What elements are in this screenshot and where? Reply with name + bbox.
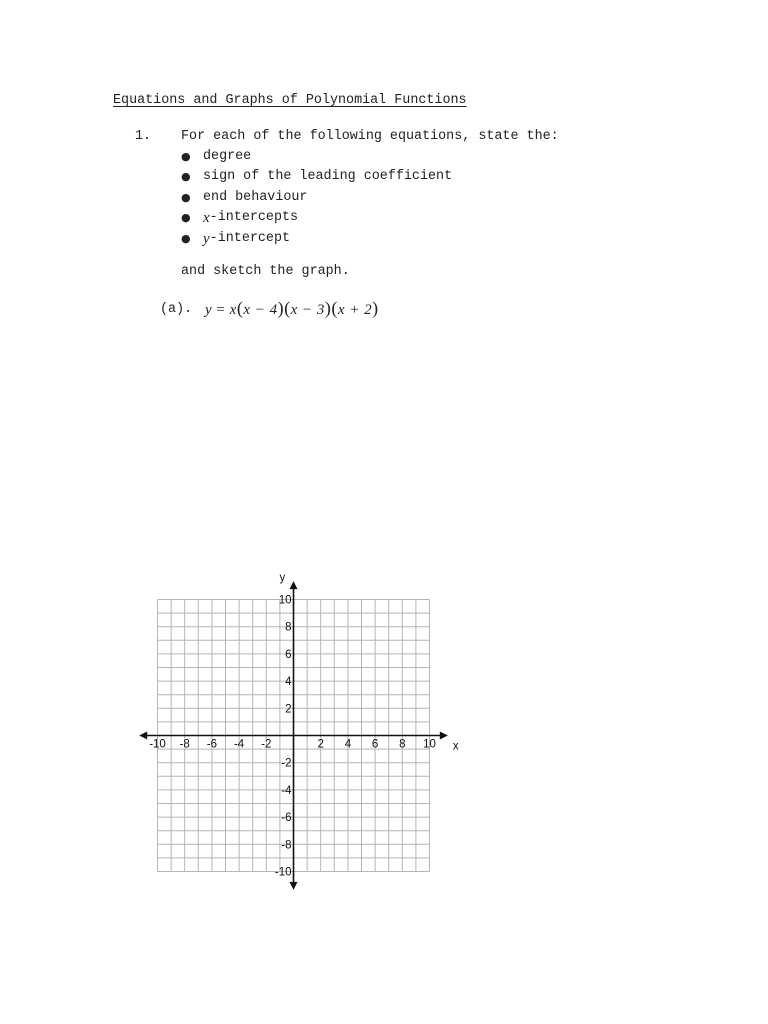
polynomial-equation: y = x(x − 4)(x − 3)(x + 2) [205, 298, 379, 318]
list-item [181, 210, 452, 230]
x-tick-label: -4 [233, 738, 245, 751]
axes [139, 581, 448, 890]
list-item-text: -intercepts [209, 210, 299, 226]
y-tick-label: 6 [285, 648, 292, 661]
equation-factor-x: x [229, 302, 237, 318]
coordinate-grid [130, 560, 460, 900]
y-tick-label: 2 [285, 703, 292, 716]
part-label: (a). [160, 302, 193, 317]
y-tick-label: -8 [281, 839, 292, 852]
arrow-down-icon [290, 882, 298, 890]
question-prompt: For each of the following equations, state the: [181, 129, 559, 144]
x-tick-label: 4 [344, 738, 352, 751]
x-axis-label: x [452, 740, 459, 753]
equation-factor-1: x − 4 [243, 302, 278, 318]
list-item-variable: y [203, 230, 210, 247]
x-tick-label: -6 [206, 738, 218, 751]
sketch-instruction: and sketch the graph. [181, 264, 350, 279]
y-tick-label: 8 [285, 621, 292, 634]
list-item-variable: x [203, 210, 210, 227]
bullet-icon: ● [181, 231, 191, 245]
x-tick-label: -8 [179, 738, 190, 751]
arrow-left-icon [139, 732, 147, 740]
list-item [181, 190, 452, 210]
y-tick-label: 4 [285, 676, 292, 689]
x-tick-label: -10 [149, 738, 166, 751]
list-item [181, 169, 452, 189]
x-tick-label: 6 [371, 738, 379, 751]
list-item-text: degree [203, 149, 252, 164]
list-item-text: end behaviour [203, 189, 308, 205]
x-tick-label: 2 [317, 738, 324, 751]
bullet-icon: ● [181, 170, 191, 184]
list-item [181, 231, 452, 251]
x-tick-label: -2 [261, 738, 272, 751]
tick-labels [149, 595, 436, 879]
y-axis-label: y [279, 572, 286, 585]
y-tick-label: -2 [281, 757, 292, 770]
bullet-icon: ● [181, 150, 191, 163]
equation-lhs: y [205, 302, 213, 318]
equation-factor-2: x − 3 [290, 302, 325, 318]
y-tick-label: -4 [281, 784, 292, 797]
list-item-text: sign of the leading coefficient [203, 169, 453, 185]
bullet-icon: ● [181, 190, 191, 204]
x-tick-label: 8 [399, 738, 406, 751]
y-tick-label: 10 [278, 594, 292, 607]
y-tick-label: -10 [274, 866, 292, 879]
worksheet-title: Equations and Graphs of Polynomial Functions [113, 93, 467, 108]
bullet-icon: ● [181, 211, 191, 225]
equation-factor-3: x + 2 [337, 302, 373, 318]
arrow-up-icon [290, 581, 298, 589]
y-tick-label: -6 [281, 812, 292, 825]
arrow-right-icon [440, 732, 448, 740]
requirements-list [181, 149, 452, 251]
x-tick-label: 10 [423, 738, 436, 751]
list-item [181, 149, 452, 169]
question-number: 1. [135, 129, 152, 144]
list-item-text: -intercept [209, 230, 291, 246]
equation-equals: = [216, 302, 226, 318]
